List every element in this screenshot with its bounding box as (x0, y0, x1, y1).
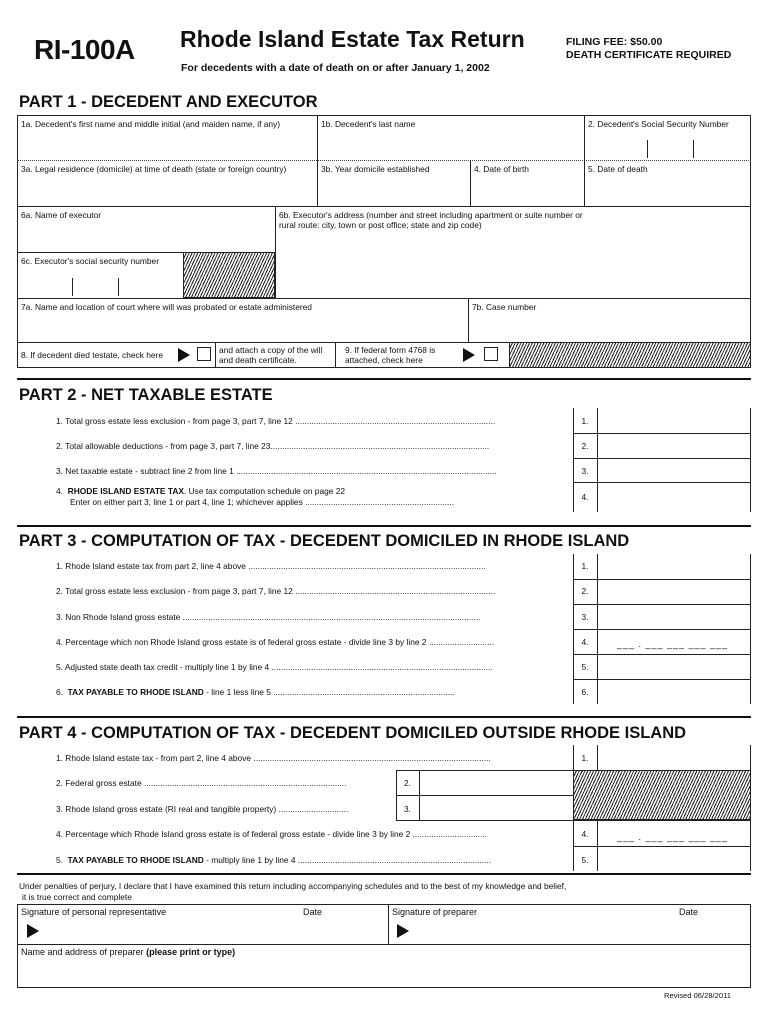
part2-line2: 2. Total allowable deductions - from page 3, part 7, line 23.............................................................................................. (56, 441, 490, 451)
part4-line2-input[interactable] (422, 773, 574, 795)
form-title: Rhode Island Estate Tax Return (180, 26, 525, 52)
pointer-arrow-icon (178, 348, 190, 362)
part3-line2-input[interactable] (600, 582, 752, 604)
part3-line4: 4. Percentage which non Rhode Island gross estate is of federal gross estate - divide line 3 by line 2 ............................ (56, 637, 495, 647)
decedent-ssn-label: 2. Decedent's Social Security Number (588, 119, 729, 129)
part3-line3: 3. Non Rhode Island gross estate ................................................................................................................................ (56, 612, 481, 622)
decedent-last-name-input[interactable] (320, 134, 584, 158)
form-4768-label-2: attached, check here (345, 355, 423, 365)
form-id: RI-100A (34, 34, 135, 65)
part3-line6-input[interactable] (600, 682, 752, 704)
part4-line5-input[interactable] (600, 849, 752, 871)
date-of-birth-input[interactable] (473, 180, 585, 204)
part1-title: PART 1 - DECEDENT AND EXECUTOR (19, 93, 318, 111)
part4-line3-input[interactable] (422, 798, 574, 820)
part3-title: PART 3 - COMPUTATION OF TAX - DECEDENT DOMICILED IN RHODE ISLAND (19, 532, 630, 550)
executor-address-label-2: rural route: city, town or post office; state and zip code) (279, 220, 482, 230)
death-certificate-notice: DEATH CERTIFICATE REQUIRED (566, 49, 732, 61)
executor-address-label-1: 6b. Executor's address (number and street including apartment or suite number or (279, 210, 583, 220)
testate-label: 8. If decedent died testate, check here (21, 350, 164, 360)
executor-ssn-input[interactable] (20, 274, 184, 298)
sig-prep-input[interactable] (414, 922, 752, 944)
part3-line3-input[interactable] (600, 607, 752, 629)
part3-line6: 6. TAX PAYABLE TO RHODE ISLAND - line 1 less line 5 .............................................................................. (56, 687, 455, 697)
part2-line3: 3. Net taxable estate - subtract line 2 from line 1 ................................................................................................................ (56, 466, 497, 476)
part2-line3-input[interactable] (600, 461, 752, 483)
part3-line5: 5. Adjusted state death tax credit - multiply line 1 by line 4 ............................................................................................... (56, 662, 493, 672)
attach-will-note-2: and death certificate. (219, 355, 297, 365)
form-subtitle: For decedents with a date of death on or after January 1, 2002 (181, 62, 490, 74)
case-number-label: 7b. Case number (472, 302, 537, 312)
part2-line4-input[interactable] (600, 486, 752, 510)
part3-num-4: 4. (581, 637, 589, 647)
part4-line3: 3. Rhode Island gross estate (RI real and tangible property) .............................. (56, 804, 349, 814)
year-domicile-label: 3b. Year domicile established (321, 164, 430, 174)
legal-residence-label: 3a. Legal residence (domicile) at time of death (state or foreign country) (21, 164, 287, 174)
sig-rep-input[interactable] (44, 922, 388, 944)
part4-line4: 4. Percentage which Rhode Island gross estate is of federal gross estate - divide line 3 by line 2 ................................ (56, 829, 488, 839)
sig-rep-date-label: Date (303, 907, 323, 917)
part2-line1: 1. Total gross estate less exclusion - from page 3, part 7, line 12 ...................................................................................... (56, 416, 496, 426)
filing-fee: FILING FEE: $50.00 (566, 36, 663, 48)
date-of-birth-label: 4. Date of birth (474, 164, 529, 174)
executor-ssn-label: 6c. Executor's social security number (21, 256, 159, 266)
sign-arrow-icon (397, 924, 409, 938)
form-4768-checkbox[interactable] (484, 347, 498, 361)
decedent-first-name-input[interactable] (20, 134, 316, 158)
part4-line5: 5. TAX PAYABLE TO RHODE ISLAND - multiply line 1 by line 4 ................................................................................... (56, 855, 491, 865)
part3-num-6: 6. (581, 687, 589, 697)
executor-name-label: 6a. Name of executor (21, 210, 102, 220)
part4-num-1: 1. (581, 753, 589, 763)
part4-shaded-area (573, 770, 751, 820)
part2-num-3: 3. (581, 466, 589, 476)
part4-title: PART 4 - COMPUTATION OF TAX - DECEDENT DOMICILED OUTSIDE RHODE ISLAND (19, 724, 687, 742)
part3-num-3: 3. (581, 612, 589, 622)
form-4768-label-1: 9. If federal form 4768 is (345, 345, 436, 355)
revised-date: Revised 06/28/2011 (664, 991, 731, 1000)
decedent-last-name-label: 1b. Decedent's last name (321, 119, 416, 129)
decedent-first-name-label: 1a. Decedent's first name and middle initial (and maiden name, if any) (21, 119, 281, 129)
date-of-death-input[interactable] (588, 180, 752, 204)
sig-prep-label: Signature of preparer (392, 907, 478, 917)
case-number-input[interactable] (472, 316, 752, 340)
part3-num-2: 2. (581, 586, 589, 596)
part3-percentage-field[interactable]: ___ . ___ ___ ___ ___ (617, 639, 729, 649)
preparer-address-input[interactable] (21, 960, 751, 989)
year-domicile-input[interactable] (320, 180, 470, 204)
part3-line5-input[interactable] (600, 657, 752, 679)
part2-line4: 4. RHODE ISLAND ESTATE TAX. Use tax computation schedule on page 22 (56, 486, 346, 496)
part4-num-5: 5. (581, 855, 589, 865)
part4-line1: 1. Rhode Island estate tax - from part 2, line 4 above ...................................................................................................... (56, 753, 491, 763)
part3-num-5: 5. (581, 662, 589, 672)
part4-num-3: 3. (404, 804, 411, 814)
part4-line2: 2. Federal gross estate ....................................................................................... (56, 778, 347, 788)
part2-line1-input[interactable] (600, 411, 752, 433)
sign-arrow-icon (27, 924, 39, 938)
court-input[interactable] (20, 316, 468, 340)
perjury-statement-1: Under penalties of perjury, I declare that I have examined this return including accompanying schedules and to the best of my knowledge and belief, (19, 881, 567, 891)
attach-will-note-1: and attach a copy of the will (219, 345, 323, 355)
sig-prep-date-label: Date (679, 907, 699, 917)
part4-line1-input[interactable] (600, 748, 752, 770)
part2-line2-input[interactable] (600, 436, 752, 458)
part4-percentage-field[interactable]: ___ . ___ ___ ___ ___ (617, 832, 729, 842)
executor-address-input[interactable] (279, 236, 751, 298)
part3-num-1: 1. (581, 561, 589, 571)
sig-rep-label: Signature of personal representative (21, 907, 167, 917)
part1-shaded-area (509, 342, 751, 368)
court-label: 7a. Name and location of court where will was probated or estate administered (21, 302, 312, 312)
part3-line1: 1. Rhode Island estate tax from part 2, line 4 above ...................................................................................................... (56, 561, 486, 571)
part2-line4-cont: Enter on either part 3, line 1 or part 4, line 1; whichever applies ................................................................ (70, 497, 455, 507)
testate-checkbox[interactable] (197, 347, 211, 361)
preparer-address-label: Name and address of preparer (please print or type) (21, 947, 236, 957)
part2-num-2: 2. (581, 441, 589, 451)
part4-num-4: 4. (581, 829, 589, 839)
part2-title: PART 2 - NET TAXABLE ESTATE (19, 386, 273, 404)
part3-line1-input[interactable] (600, 557, 752, 579)
executor-name-input[interactable] (20, 226, 274, 250)
legal-residence-input[interactable] (20, 180, 316, 204)
pointer-arrow-icon (463, 348, 475, 362)
part3-line2: 2. Total gross estate less exclusion - from page 3, part 7, line 12 ...................................................................................... (56, 586, 496, 596)
decedent-ssn-input[interactable] (588, 136, 752, 160)
part4-num-2: 2. (404, 778, 411, 788)
part2-num-1: 1. (581, 416, 589, 426)
perjury-statement-2: it is true correct and complete (22, 892, 132, 902)
part2-num-4: 4. (581, 492, 589, 502)
executor-ssn-shaded (183, 252, 275, 298)
date-of-death-label: 5. Date of death (588, 164, 648, 174)
